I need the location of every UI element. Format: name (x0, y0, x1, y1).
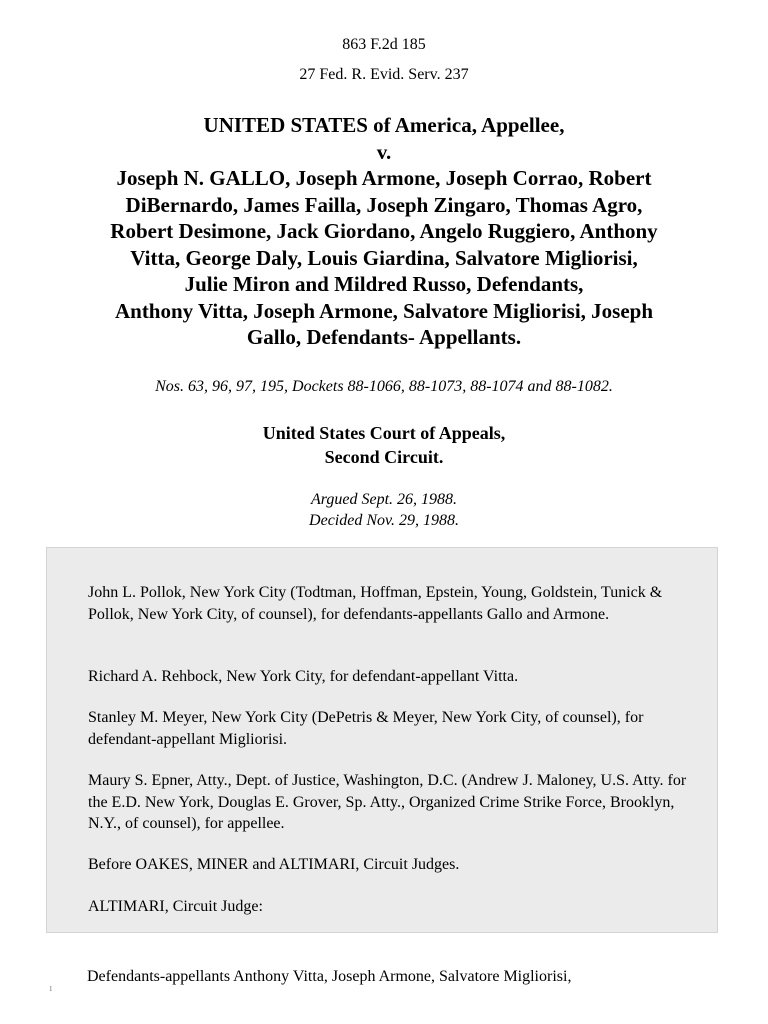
panel-judges: Before OAKES, MINER and ALTIMARI, Circuit Judges. (88, 856, 460, 873)
caption-line: Vitta, George Daly, Louis Giardina, Salvatore Migliorisi, (130, 245, 638, 270)
opinion-first-line: Defendants-appellants Anthony Vitta, Joseph Armone, Salvatore Migliorisi, (87, 968, 572, 985)
caption-line: UNITED STATES of America, Appellee, (203, 113, 565, 137)
counsel-paragraph: Richard A. Rehbock, New York City, for defendant-appellant Vitta. (88, 668, 519, 685)
court-line: Second Circuit. (324, 447, 444, 467)
reporter-citation: 863 F.2d 185 (342, 36, 426, 53)
court-name (0, 421, 768, 469)
caption-line: Anthony Vitta, Joseph Armone, Salvatore Migliorisi, Joseph (114, 298, 654, 323)
case-dates (0, 489, 768, 531)
counsel-paragraph: Maury S. Epner, Atty., Dept. of Justice, Washington, D.C. (Andrew J. Maloney, U.S. Atty. for the E.D. New York, Douglas E. Grover, Sp. Atty., Organized Crime Strike Force, Brooklyn, N.Y., of counsel), for appellee. (88, 772, 687, 832)
case-caption (40, 112, 728, 351)
caption-line: Julie Miron and Mildred Russo, Defendants, (184, 272, 584, 296)
docket-numbers: Nos. 63, 96, 97, 195, Dockets 88-1066, 88-1073, 88-1074 and 88-1082. (155, 378, 613, 395)
caption-line: Robert Desimone, Jack Giordano, Angelo Ruggiero, Anthony (110, 219, 658, 243)
caption-line: v. (376, 139, 392, 164)
court-line: United States Court of Appeals, (262, 423, 506, 443)
argued-date: Argued Sept. 26, 1988. (310, 491, 458, 508)
caption-line: DiBernardo, James Failla, Joseph Zingaro, Thomas Agro, (125, 192, 643, 217)
caption-line: Joseph N. GALLO, Joseph Armone, Joseph Corrao, Robert (116, 166, 652, 190)
counsel-paragraph: John L. Pollok, New York City (Todtman, Hoffman, Epstein, Young, Goldstein, Tunick & Pollok, New York City, of counsel), for defendants-appellants Gallo and Armone. (88, 584, 663, 623)
caption-line: Gallo, Defendants- Appellants. (246, 325, 522, 349)
evidence-citation: 27 Fed. R. Evid. Serv. 237 (299, 66, 469, 83)
footnote-marker: 1 (49, 985, 53, 993)
counsel-box (46, 547, 718, 933)
counsel-paragraph: Stanley M. Meyer, New York City (DePetris & Meyer, New York City, of counsel), for defendant-appellant Migliorisi. (88, 709, 644, 748)
opinion-author: ALTIMARI, Circuit Judge: (88, 898, 263, 915)
decided-date: Decided Nov. 29, 1988. (309, 512, 459, 529)
